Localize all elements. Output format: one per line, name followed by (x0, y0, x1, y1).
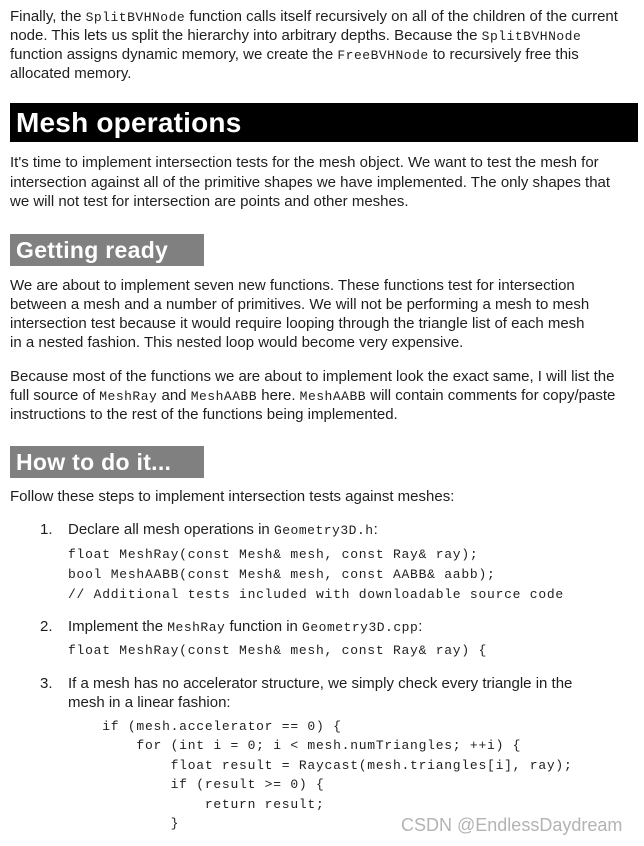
text-run: Declare all mesh operations in (68, 521, 274, 538)
code-line: // Additional tests included with downloadable source code (68, 587, 564, 602)
text-run: node. This lets us split the hierarchy into arbitrary depths. Because the (10, 27, 482, 44)
code-line: float result = Raycast(mesh.triangles[i], ray); (68, 757, 573, 773)
section-heading: Mesh operations (16, 107, 242, 138)
text-run: Follow these steps to implement intersection tests against meshes: (10, 488, 455, 505)
text-run: intersection test because it would require looping through the triangle list of each mesh (10, 315, 585, 332)
paragraph-line (68, 693, 628, 712)
subheading-bar-getting-ready (10, 234, 204, 266)
text-run: Because most of the functions we are about to implement look the exact same, I will list the (10, 368, 615, 385)
inline-code: Geometry3D.h (273, 523, 374, 538)
inline-code: MeshRay (167, 620, 226, 635)
subheading: Getting ready (16, 237, 169, 263)
paragraph-line (10, 487, 638, 506)
text-run: function calls itself recursively on all of the children of the current (185, 8, 618, 25)
paragraph-line (68, 520, 628, 539)
paragraph-line (10, 45, 638, 64)
paragraph-line (10, 192, 638, 212)
paragraph-line (10, 153, 638, 173)
step-number: 3. (40, 675, 53, 692)
inline-code: MeshAABB (299, 389, 367, 404)
code-block-step-1 (68, 545, 638, 605)
subheading: How to do it... (16, 449, 172, 475)
text-run: will contain comments for copy/paste (366, 387, 616, 404)
text-run: instructions to the rest of the functions being implemented. (10, 406, 398, 423)
step-text (68, 617, 628, 636)
inline-code: SplitBVHNode (85, 10, 186, 25)
section-heading-bar (10, 103, 638, 142)
text-run: intersection against all of the primitive shapes we have implemented. The only shapes that (10, 173, 611, 191)
paragraph-line (10, 333, 638, 352)
text-run: here. (257, 387, 300, 404)
paragraph-line (68, 617, 628, 636)
paragraph-line (68, 674, 628, 693)
text-run: If a mesh has no accelerator structure, we simply check every triangle in the (68, 675, 573, 692)
paragraph-line (10, 26, 638, 45)
watermark: CSDN @EndlessDaydream (401, 815, 623, 835)
how-to-intro-paragraph (10, 487, 638, 506)
text-run: function in (225, 618, 303, 635)
paragraph-line (10, 276, 638, 295)
inline-code: MeshAABB (190, 389, 258, 404)
paragraph-line (10, 173, 638, 193)
code-line: return result; (68, 796, 325, 812)
getting-ready-paragraph-2 (10, 367, 638, 424)
code-line: } (68, 815, 180, 831)
code-line: for (int i = 0; i < mesh.numTriangles; ++i) { (68, 738, 522, 754)
text-run: mesh in a linear fashion: (68, 694, 231, 711)
code-line: float MeshRay(const Mesh& mesh, const Ray& ray); (68, 547, 479, 562)
section-intro-paragraph (10, 153, 638, 212)
code-line: if (mesh.accelerator == 0) { (68, 719, 342, 734)
step-number: 2. (40, 618, 53, 635)
code-line: if (result >= 0) { (68, 777, 325, 793)
text-run: function assigns dynamic memory, we create the (10, 46, 338, 63)
text-run: Implement the (68, 618, 168, 635)
step-text (68, 520, 628, 539)
inline-code: FreeBVHNode (337, 48, 429, 63)
text-run: allocated memory. (10, 65, 132, 82)
step-3 (40, 674, 630, 714)
text-run: we will not test for intersection are points and other meshes. (10, 193, 409, 210)
text-run: full source of (10, 387, 100, 404)
text-run: in a nested fashion. This nested loop would become very expensive. (10, 334, 464, 351)
step-text (68, 674, 628, 712)
paragraph-line (10, 405, 638, 424)
paragraph-line (10, 295, 638, 314)
inline-code: MeshRay (99, 389, 158, 404)
getting-ready-paragraph-1 (10, 276, 638, 352)
paragraph-line (10, 64, 638, 83)
text-run: We are about to implement seven new functions. These functions test for intersection (10, 277, 575, 294)
code-line: bool MeshAABB(const Mesh& mesh, const AABB& aabb); (68, 567, 496, 582)
code-line: float MeshRay(const Mesh& mesh, const Ray& ray) { (68, 643, 488, 658)
paragraph-line (10, 367, 638, 386)
step-number: 1. (40, 521, 53, 538)
text-run: between a mesh and a number of primitives. We will not be performing a mesh to mesh (10, 296, 590, 313)
text-run: and (157, 387, 191, 404)
text-run: : (418, 618, 423, 635)
paragraph-line (10, 7, 638, 26)
inline-code: SplitBVHNode (481, 29, 582, 44)
paragraph-line (10, 386, 638, 405)
text-run: : (373, 521, 378, 538)
paragraph-line (10, 314, 638, 333)
text-run: It's time to implement intersection tests for the mesh object. We want to test the mesh for (10, 154, 599, 171)
text-run: to recursively free this (428, 46, 579, 63)
intro-paragraph (10, 7, 638, 83)
code-block-step-2 (68, 641, 638, 661)
inline-code: Geometry3D.cpp (302, 620, 419, 635)
text-run: Finally, the (10, 8, 86, 25)
subheading-bar-how-to (10, 446, 204, 478)
